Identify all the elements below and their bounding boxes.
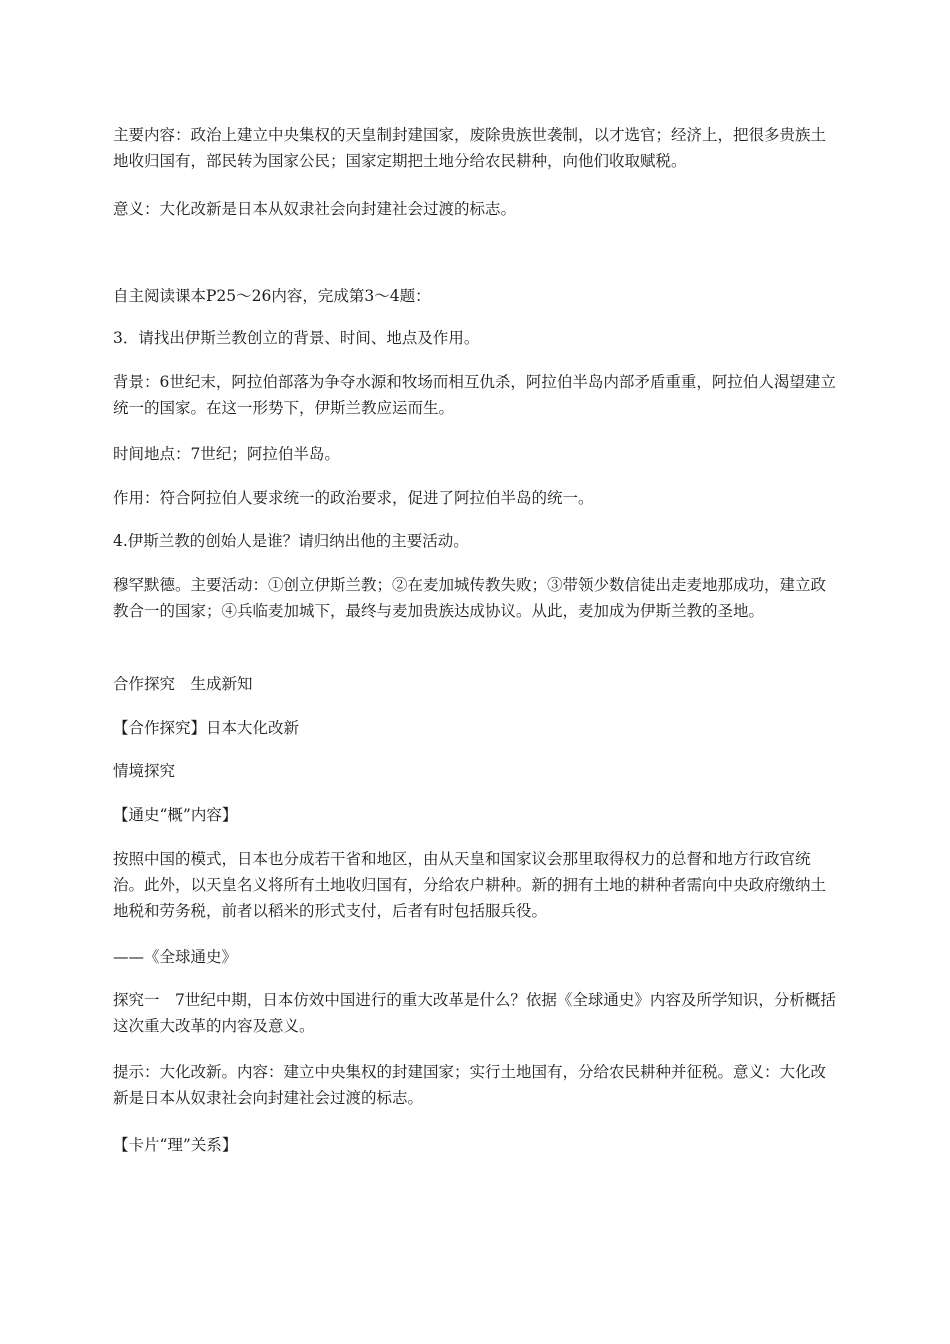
paragraph-significance: 意义：大化改新是日本从奴隶社会向封建社会过渡的标志。 [113,200,517,218]
paragraph-question-4: 4.伊斯兰教的创始人是谁？请归纳出他的主要活动。 [113,532,469,550]
paragraph-quote: 按照中国的模式，日本也分成若干省和地区，由从天皇和国家议会那里取得权力的总督和地方行政官统治。此外，以天皇名义将所有土地收归国有，分给农户耕种。新的拥有土地的耕种者需向中央政府缴纳土地税和劳务税，前者以稻米的形式支付，后者有时包括服兵役。 [113,850,827,920]
section-heading-card-relations: 【卡片“理”关系】 [113,1136,238,1154]
section-heading-general-history: 【通史“概”内容】 [113,806,238,824]
paragraph-question-3: 3．请找出伊斯兰教创立的背景、时间、地点及作用。 [113,329,480,347]
paragraph-quote-source: ——《全球通史》 [113,948,238,966]
paragraph-exploration-1: 探究一 7世纪中期，日本仿效中国进行的重大改革是什么？依据《全球通史》内容及所学知识，分析概括这次重大改革的内容及意义。 [113,991,836,1035]
paragraph-main-content: 主要内容：政治上建立中央集权的天皇制封建国家，废除贵族世袭制，以才选官；经济上，把很多贵族土地收归国有，部民转为国家公民；国家定期把土地分给农民耕种，向他们收取赋税。 [113,126,827,170]
paragraph-reading-instruction: 自主阅读课本P25～26内容，完成第3～4题： [113,287,431,305]
section-heading-taika-reform: 【合作探究】日本大化改新 [113,719,300,737]
paragraph-background: 背景：6世纪末，阿拉伯部落为争夺水源和牧场而相互仇杀，阿拉伯半岛内部矛盾重重，阿拉伯人渴望建立统一的国家。在这一形势下，伊斯兰教应运而生。 [113,373,836,417]
paragraph-muhammad: 穆罕默德。主要活动：①创立伊斯兰教；②在麦加城传教失败；③带领少数信徒出走麦地那成功，建立政教合一的国家；④兵临麦加城下，最终与麦加贵族达成协议。从此，麦加成为伊斯兰教的圣地。 [113,576,827,620]
paragraph-hint: 提示：大化改新。内容：建立中央集权的封建国家；实行土地国有，分给农民耕种并征税。意义：大化改新是日本从奴隶社会向封建社会过渡的标志。 [113,1063,827,1107]
section-heading-cooperation: 合作探究 生成新知 [113,675,253,693]
section-heading-situation: 情境探究 [113,762,176,780]
paragraph-time-place: 时间地点：7世纪；阿拉伯半岛。 [113,445,340,463]
paragraph-effect: 作用：符合阿拉伯人要求统一的政治要求，促进了阿拉伯半岛的统一。 [113,489,594,507]
